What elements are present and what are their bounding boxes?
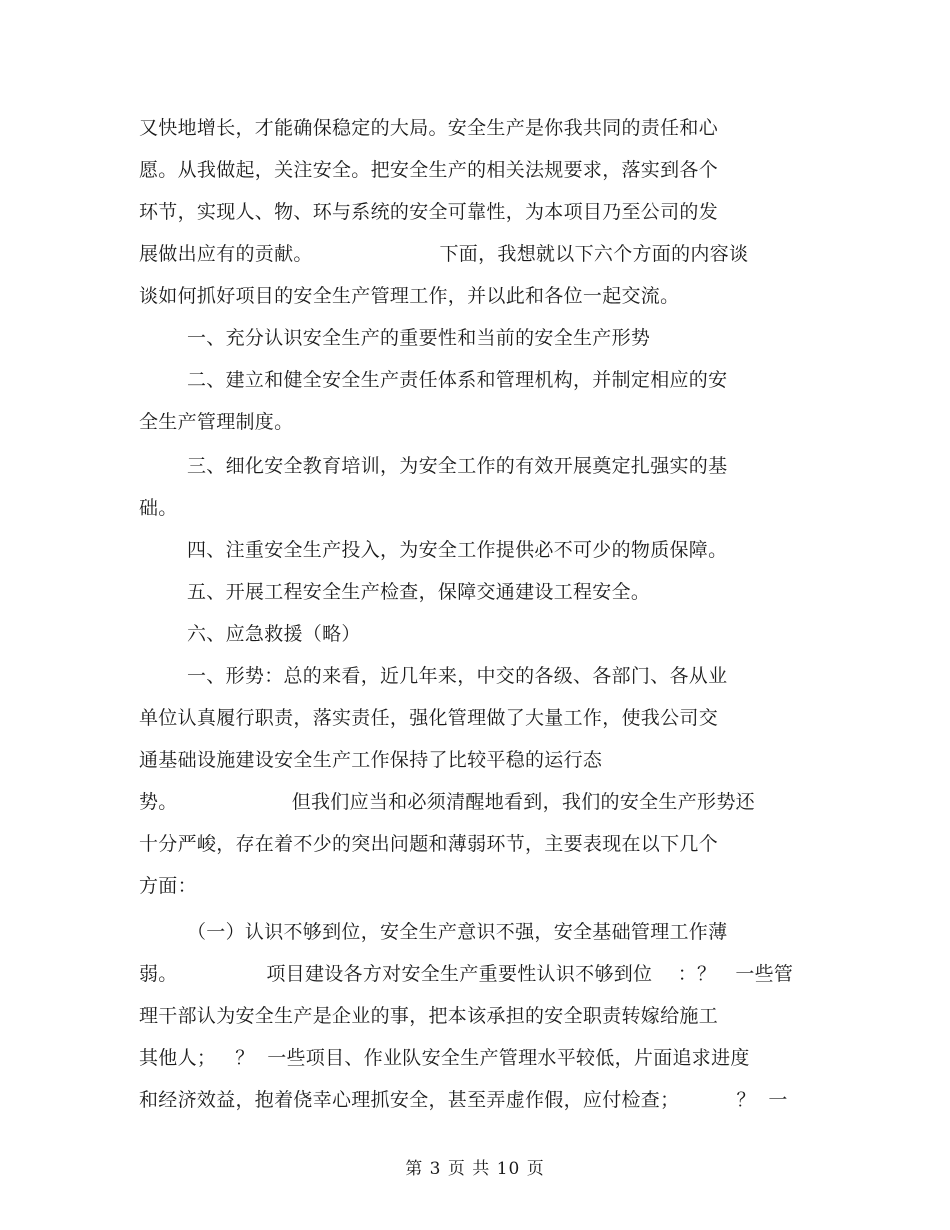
section-situation: 一、形势：总的来看，近几年来，中交的各级、各部门、各从业 bbox=[187, 665, 728, 687]
page-number-footer: 第 3 页 共 10 页 bbox=[405, 1159, 545, 1179]
text-line: 弱。 项目建设各方对安全生产重要性认识不够到位 ：？ 一些管 bbox=[139, 963, 794, 985]
heading-item-2: 二、建立和健全安全生产责任体系和管理机构，并制定相应的安 bbox=[187, 369, 728, 391]
text-line: 理干部认为安全生产是企业的事，把本该承担的安全职责转嫁给施工 bbox=[139, 1005, 719, 1027]
text-line: 愿。从我做起，关注安全。把安全生产的相关法规要求，落实到各个 bbox=[139, 159, 719, 181]
text-line: 单位认真履行职责，落实责任，强化管理做了大量工作，使我公司交 bbox=[139, 707, 719, 729]
text-line: 谈如何抓好项目的安全生产管理工作，并以此和各位一起交流。 bbox=[139, 285, 680, 307]
text-line: 全生产管理制度。 bbox=[139, 411, 294, 433]
text-line: 和经济效益，抱着侥幸心理抓安全，甚至弄虚作假，应付检查； ？ 一 bbox=[139, 1089, 788, 1111]
heading-item-1: 一、充分认识安全生产的重要性和当前的安全生产形势 bbox=[187, 327, 651, 349]
text-line: 展做出应有的贡献。 下面，我想就以下六个方面的内容谈 bbox=[139, 243, 749, 265]
text-line: 环节，实现人、物、环与系统的安全可靠性，为本项目乃至公司的发 bbox=[139, 201, 719, 223]
text-line: 方面： bbox=[139, 875, 197, 897]
text-line: 势。 但我们应当和必须清醒地看到，我们的安全生产形势还 bbox=[139, 791, 755, 813]
heading-item-6: 六、应急救援（略） bbox=[187, 623, 361, 645]
heading-item-5: 五、开展工程安全生产检查，保障交通建设工程安全。 bbox=[187, 581, 651, 603]
text-line: 其他人； ？ 一些项目、作业队安全生产管理水平较低，片面追求进度 bbox=[139, 1047, 750, 1069]
heading-item-4: 四、注重安全生产投入，为安全工作提供必不可少的物质保障。 bbox=[187, 539, 728, 561]
text-line: 通基础设施建设安全生产工作保持了比较平稳的运行态 bbox=[139, 749, 603, 771]
subsection-one: （一）认识不够到位，安全生产意识不强，安全基础管理工作薄 bbox=[187, 921, 728, 943]
text-line: 又快地增长，才能确保稳定的大局。安全生产是你我共同的责任和心 bbox=[139, 117, 719, 139]
text-line: 十分严峻，存在着不少的突出问题和薄弱环节，主要表现在以下几个 bbox=[139, 833, 719, 855]
heading-item-3: 三、细化安全教育培训，为安全工作的有效开展奠定扎强实的基 bbox=[187, 455, 728, 477]
text-line: 础。 bbox=[139, 497, 178, 519]
